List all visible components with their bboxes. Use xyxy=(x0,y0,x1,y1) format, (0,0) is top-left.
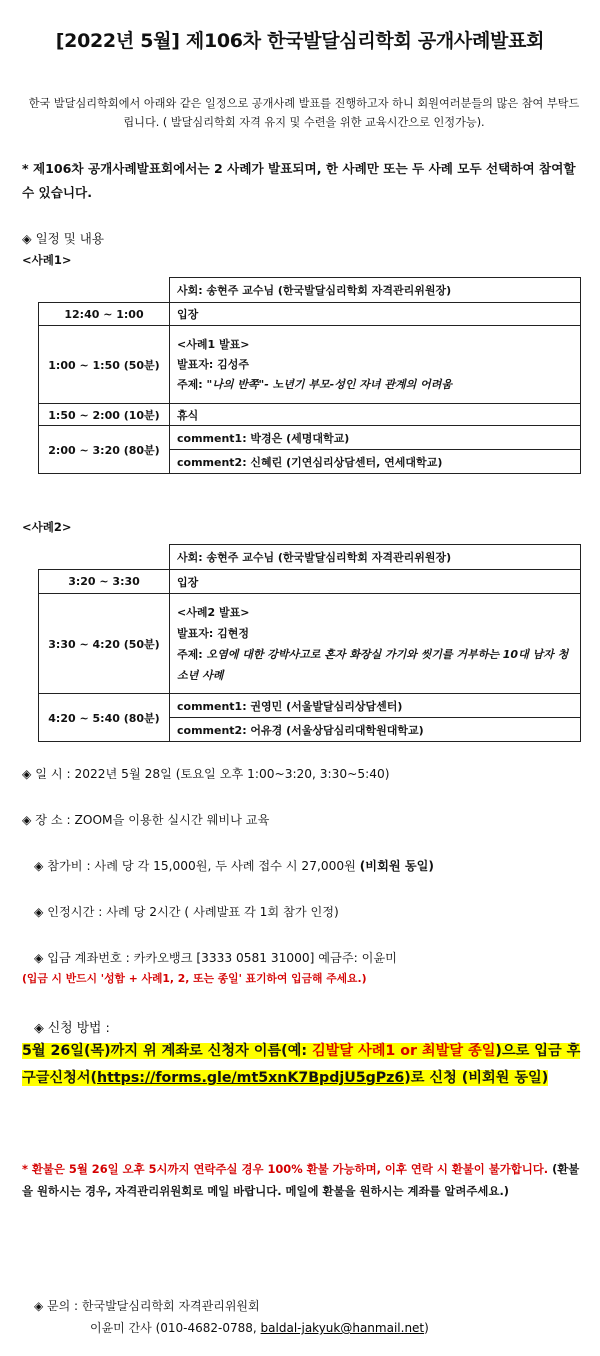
apply-example: 김발달 사례1 or 최발달 종일 xyxy=(311,1043,496,1059)
entry-label: 입장 xyxy=(170,303,581,326)
topic-prefix: 주제: xyxy=(177,377,207,391)
contact-email-link[interactable]: baldal-jakyuk@hanmail.net xyxy=(260,1321,425,1335)
refund-instructions: (환불을 원하시는 경우, 자격관리위원회로 메일 바랍니다. 메일에 환불을 원하시는 계좌를 알려주세요.) xyxy=(22,1162,580,1198)
host-cell: 사회: 송현주 교수님 (한국발달심리학회 자격관리위원장) xyxy=(170,278,581,303)
contact-detail xyxy=(90,1319,429,1336)
contact-person: 이윤미 간사 (010-4682-0788, xyxy=(90,1321,261,1335)
entry-time: 3:20 ~ 3:30 xyxy=(39,570,170,594)
refund-paragraph xyxy=(22,1158,582,1202)
notice-paragraph: * 제106차 공개사례발표회에서는 2 사례가 발표되며, 한 사례만 또는 두 사례 모두 선택하여 참여할 수 있습니다. xyxy=(22,161,576,200)
topic: "나의 반쪽"- 노년기 부모-성인 자녀 관계의 어려움 xyxy=(206,377,452,391)
presentation-time: 3:30 ~ 4:20 (50분) xyxy=(39,594,170,694)
blank-cell xyxy=(39,545,170,570)
google-form-link[interactable]: https://forms.gle/mt5xnK7BpdjU5gPz6 xyxy=(97,1070,405,1086)
contact-suffix: ) xyxy=(424,1321,429,1335)
presentation-time: 1:00 ~ 1:50 (50분) xyxy=(39,326,170,404)
comment-time: 2:00 ~ 3:20 (80분) xyxy=(39,426,170,474)
case2-label: <사례2> xyxy=(22,520,72,534)
apply-text-3: )로 신청 (비회원 동일) xyxy=(404,1070,549,1086)
break-label: 휴식 xyxy=(170,404,581,426)
presentation-title: <사례1 발표> xyxy=(177,337,250,351)
comment2: comment2: 어유경 (서울상담심리대학원대학교) xyxy=(170,718,581,742)
comment1: comment1: 권영민 (서울발달심리상담센터) xyxy=(170,694,581,718)
credit-line: ◈ 인정시간 : 사례 당 2시간 ( 사례발표 각 1회 참가 인정) xyxy=(34,905,339,919)
account-note: (입금 시 반드시 '성함 + 사례1, 2, 또는 종일' 표기하여 입금해 주세요.) xyxy=(22,972,367,985)
fee-nonmember: (비회원 동일) xyxy=(359,859,434,873)
place-line: ◈ 장 소 : ZOOM을 이용한 실시간 웨비나 교육 xyxy=(22,813,270,827)
comment2: comment2: 신혜린 (기연심리상담센터, 연세대학교) xyxy=(170,450,581,474)
entry-time: 12:40 ~ 1:00 xyxy=(39,303,170,326)
schedule-heading: ◈ 일정 및 내용 xyxy=(22,231,104,246)
refund-policy: * 환불은 5월 26일 오후 5시까지 연락주실 경우 100% 환불 가능하며, 이후 연락 시 환불이 불가합니다. xyxy=(22,1162,549,1176)
topic-prefix: 주제: xyxy=(177,647,207,661)
fee-text: ◈ 참가비 : 사례 당 각 15,000원, 두 사례 접수 시 27,000원 xyxy=(34,859,360,873)
case1-schedule-table xyxy=(38,277,581,474)
presenter: 발표자: 김성주 xyxy=(177,357,249,371)
account-line: ◈ 입금 계좌번호 : 카카오뱅크 [3333 0581 31000] 예금주: 이윤미 xyxy=(34,951,397,965)
fee-line xyxy=(34,857,434,874)
presenter: 발표자: 김현정 xyxy=(177,626,249,640)
host-cell: 사회: 송현주 교수님 (한국발달심리학회 자격관리위원장) xyxy=(170,545,581,570)
topic: 오염에 대한 강박사고로 혼자 화장실 가기와 씻기를 거부하는 10대 남자 청소년 사례 xyxy=(177,647,569,682)
comment1: comment1: 박경은 (세명대학교) xyxy=(170,426,581,450)
presentation-title: <사례2 발표> xyxy=(177,605,250,619)
case1-label: <사례1> xyxy=(22,253,72,267)
case2-schedule-table xyxy=(38,544,581,742)
break-time: 1:50 ~ 2:00 (10분) xyxy=(39,404,170,426)
page-title: [2022년 5월] 제106차 한국발달심리학회 공개사례발표회 xyxy=(55,30,545,52)
intro-paragraph: 한국 발달심리학회에서 아래와 같은 일정으로 공개사례 발표를 진행하고자 하니 회원여러분들의 많은 참여 부탁드립니다. ( 발달심리학회 자격 유지 및 수련을 위한 교육시간으로 인정가능). xyxy=(28,97,580,129)
apply-heading: ◈ 신청 방법 : xyxy=(34,1021,110,1036)
apply-text-1: 5월 26일(목)까지 위 계좌로 신청자 이름(예: xyxy=(22,1043,312,1059)
blank-cell xyxy=(39,278,170,303)
comment-time: 4:20 ~ 5:40 (80분) xyxy=(39,694,170,742)
entry-label: 입장 xyxy=(170,570,581,594)
date-line: ◈ 일 시 : 2022년 5월 28일 (토요일 오후 1:00~3:20, 3:30~5:40) xyxy=(22,767,390,781)
apply-paragraph xyxy=(22,1038,588,1092)
apply-text-2: )으로 입금 후 구글신청서( xyxy=(22,1043,581,1086)
contact-line: ◈ 문의 : 한국발달심리학회 자격관리위원회 xyxy=(34,1299,260,1313)
